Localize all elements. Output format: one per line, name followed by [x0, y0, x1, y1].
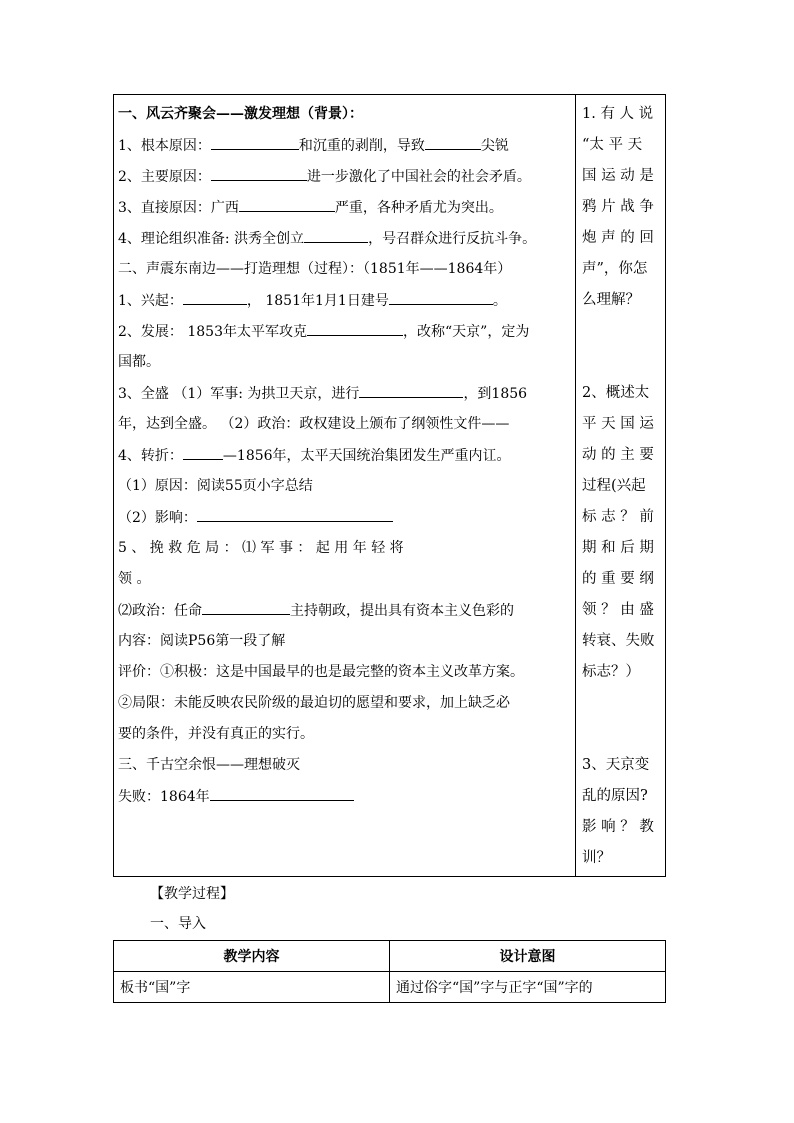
line-text: 。 — [492, 293, 507, 309]
fill-in-blank — [202, 600, 290, 615]
line-text: 4、理论组织准备: 洪秀全创立 — [118, 231, 305, 247]
line-text: 领 。 — [118, 571, 151, 587]
line-text: 主持朝政，提出具有资本主义色彩的 — [290, 603, 514, 619]
outline-line — [118, 538, 570, 560]
line-text: ， 1851年1月1日建号 — [246, 293, 389, 309]
question-line: 领 ？ 由 盛 — [582, 602, 654, 618]
line-text: ，号召群众进行反抗斗争。 — [368, 231, 537, 247]
fill-in-blank — [239, 197, 335, 212]
sub-heading: 一、导入 — [150, 916, 206, 932]
cell-teaching-content: 板书“国”字 — [114, 972, 390, 1003]
outline-line — [118, 321, 570, 343]
line-text: 三、千古空余恨——理想破灭 — [118, 757, 300, 773]
line-text: 年，达到全盛。 （2）政治：政权建设上颁布了纲领性文件—— — [118, 416, 510, 432]
outline-line — [118, 569, 570, 591]
fill-in-blank — [183, 445, 223, 460]
fill-in-blank — [304, 228, 368, 243]
line-text: 进一步激化了中国社会的社会矛盾。 — [306, 169, 531, 185]
teaching-table — [113, 940, 666, 1003]
outline-line — [118, 786, 570, 808]
line-text: 尖锐 — [480, 138, 509, 154]
line-text: 5 、 挽 救 危 局 ： ⑴ 军 事 ： 起 用 年 轻 将 — [118, 540, 404, 556]
line-text: 评价：①积极：这是中国最早的也是最完整的资本主义改革方案。 — [118, 664, 524, 680]
question-line: 么理解？ — [582, 292, 640, 308]
fill-in-blank — [211, 135, 299, 150]
outline-line — [118, 352, 570, 374]
column-divider — [575, 94, 576, 877]
line-text: 要的条件，并没有真正的实行。 — [118, 726, 314, 742]
question-line: 平 天 国 运 — [582, 416, 654, 432]
line-text: ，改称“天京”，定为 — [403, 324, 530, 340]
fill-in-blank — [211, 166, 307, 181]
line-text: 二、声震东南边——打造理想（过程）：（1851年——1864年） — [118, 261, 512, 277]
question-line: 鸦 片 战 争 — [582, 199, 654, 215]
header-teaching-content: 教学内容 — [114, 941, 390, 972]
header-design-intent: 设计意图 — [390, 941, 666, 972]
question-line: 声”，你怎 — [582, 261, 648, 277]
fill-in-blank — [307, 321, 403, 336]
outline-line — [118, 662, 570, 684]
outline-line — [118, 228, 570, 250]
outline-line — [118, 197, 570, 219]
outline-line — [118, 693, 570, 715]
question-line: 过程(兴起 — [582, 478, 646, 494]
question-line: 标志？） — [582, 664, 640, 680]
outline-line — [118, 724, 570, 746]
line-text: 严重，各种矛盾尤为突出。 — [334, 200, 503, 216]
line-text: 1、兴起： — [118, 293, 183, 309]
question-line: “太 平 天 — [582, 137, 643, 153]
question-line: 乱的原因? — [582, 788, 648, 804]
line-text: ②局限：未能反映农民阶级的最迫切的愿望和要求，加上缺乏必 — [118, 695, 510, 711]
fill-in-blank — [389, 290, 493, 305]
outline-line — [118, 414, 570, 436]
section-heading: 【教学过程】 — [150, 886, 234, 902]
line-text: 和沉重的剥削，导致 — [298, 138, 425, 154]
outline-line — [118, 476, 570, 498]
question-line: 标 志 ？ 前 — [582, 509, 654, 525]
line-text: 一、风云齐聚会——激发理想（背景）： — [118, 106, 363, 122]
fill-in-blank — [359, 383, 463, 398]
outline-line — [118, 631, 570, 653]
outline-line — [118, 383, 570, 405]
line-text: ⑵政治：任命 — [118, 603, 202, 619]
outline-line — [118, 600, 570, 622]
line-text: 1、根本原因： — [118, 138, 211, 154]
fill-in-blank — [183, 290, 247, 305]
question-line: 国 运 动 是 — [582, 168, 654, 184]
question-line: 期 和 后 期 — [582, 540, 654, 556]
outline-line — [118, 135, 570, 157]
line-text: —1856年，太平天国统治集团发生严重内讧。 — [222, 448, 511, 464]
fill-in-blank — [197, 507, 393, 522]
question-line: 动 的 主 要 — [582, 447, 654, 463]
question-line: 炮 声 的 回 — [582, 230, 654, 246]
outline-line — [118, 290, 570, 312]
outline-line — [118, 104, 570, 126]
question-line: 影 响 ？ 教 — [582, 819, 654, 835]
cell-design-intent: 通过俗字“国”字与正字“国”字的 — [390, 972, 666, 1003]
question-line: 3、天京变 — [582, 757, 650, 773]
line-text: 3、全盛 （1）军事: 为拱卫天京，进行 — [118, 386, 360, 402]
fill-in-blank — [425, 135, 481, 150]
question-line: 1. 有 人 说 — [582, 106, 654, 122]
table-row — [114, 972, 666, 1003]
outline-line — [118, 507, 570, 529]
question-line: 2、概述太 — [582, 385, 650, 401]
outline-line — [118, 445, 570, 467]
line-text: ，到1856 — [463, 386, 528, 402]
line-text: 国都。 — [118, 354, 160, 370]
line-text: 2、主要原因： — [118, 169, 211, 185]
fill-in-blank — [210, 786, 354, 801]
line-text: 4、转折： — [118, 448, 183, 464]
question-line: 转衰、失败 — [582, 633, 655, 649]
outline-line — [118, 755, 570, 777]
question-line: 训？ — [582, 850, 611, 866]
outline-line — [118, 259, 570, 281]
line-text: 3、直接原因：广西 — [118, 200, 239, 216]
line-text: 失败：1864年 — [118, 789, 210, 805]
outline-line — [118, 166, 570, 188]
line-text: 内容：阅读P56第一段了解 — [118, 633, 286, 649]
line-text: 2、发展： 1853年太平军攻克 — [118, 324, 307, 340]
line-text: （2）影响： — [118, 510, 197, 526]
teaching-table-header — [114, 941, 666, 972]
line-text: （1）原因：阅读55页小字总结 — [118, 478, 313, 494]
question-line: 的 重 要 纲 — [582, 571, 654, 587]
